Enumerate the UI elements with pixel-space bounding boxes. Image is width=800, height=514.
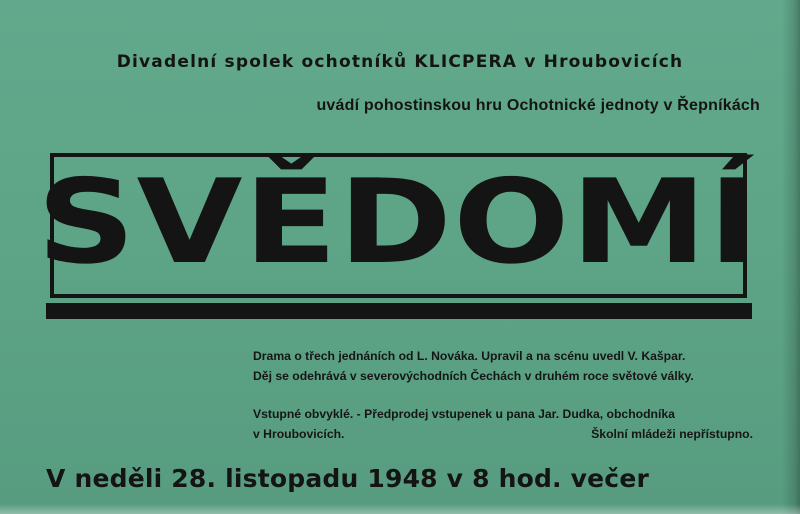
title-frame-shadow-bar [46, 303, 752, 319]
description-line-1: Drama o třech jednáních od L. Nováka. Upravil a na scénu uvedl V. Kašpar. [253, 349, 686, 363]
organizer-line: Divadelní spolek ochotníků KLICPERA v Hroubovicích [116, 52, 684, 72]
play-title: SVĚDOMÍ [36, 155, 761, 290]
ticket-info-text: Vstupné obvyklé. - Předprodej vstupenek u pana Jar. Dudka, obchodníka [253, 407, 675, 421]
description-line-2: Děj se odehrává v severovýchodních Čechách v druhém roce světové války. [253, 369, 694, 383]
age-restriction-text: Školní mládeži nepřístupno. [591, 427, 753, 441]
paper-bottom-edge [0, 504, 800, 514]
location-text: v Hroubovicích. [253, 427, 345, 441]
guest-performance-line: uvádí pohostinskou hru Ochotnické jednoty v Řepníkách [316, 97, 760, 114]
date-time-line: V neděli 28. listopadu 1948 v 8 hod. večer [46, 464, 650, 493]
paper-edge-shadow [782, 0, 800, 514]
